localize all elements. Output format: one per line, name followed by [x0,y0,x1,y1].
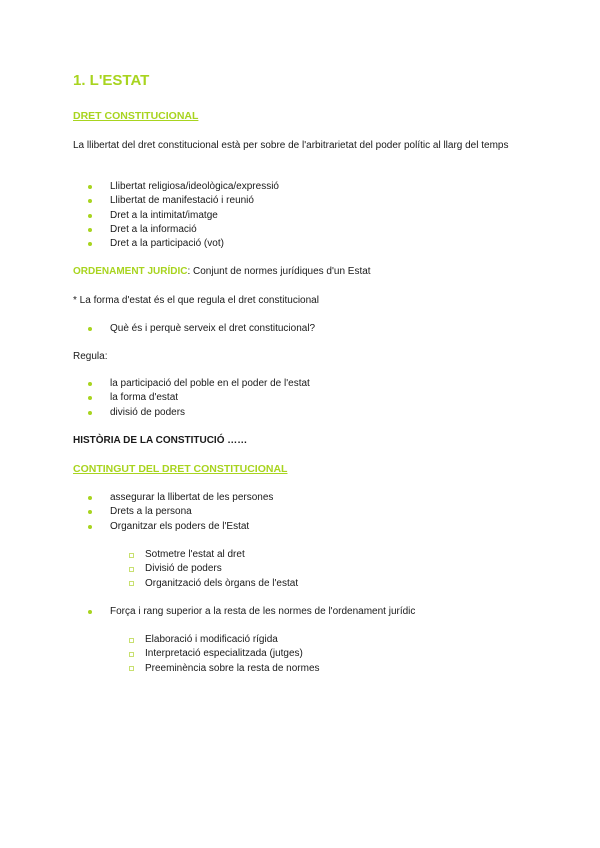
list-item: la participació del poble en el poder de l'estat [73,377,310,391]
regula-label: Regula: [73,351,108,362]
sub-list-item: Sotmetre l'estat al dret [73,548,298,562]
ordenament-paragraph [73,265,543,280]
list-item: Dret a la intimitat/imatge [73,209,279,223]
contingut-sublist-1 [73,548,298,591]
section-heading-contingut: CONTINGUT DEL DRET CONSTITUCIONAL [73,463,288,475]
list-item: Llibertat religiosa/ideològica/expressió [73,180,279,194]
section-heading-dret-constitucional: DRET CONSTITUCIONAL [73,110,199,122]
sub-list-item: Preeminència sobre la resta de normes [73,662,320,676]
list-item: Dret a la participació (vot) [73,237,279,251]
contingut-sublist-2 [73,633,320,676]
ordenament-label: ORDENAMENT JURÍDIC [73,266,188,277]
list-item: la forma d'estat [73,391,310,405]
list-item: assegurar la llibertat de les persones [73,491,273,505]
contingut-list [73,491,273,534]
note-paragraph: * La forma d'estat és el que regula el dret constitucional [73,295,319,306]
ordenament-text: : Conjunt de normes jurídiques d'un Estat [187,266,371,277]
list-item: Dret a la informació [73,223,279,237]
intro-paragraph: La llibertat del dret constitucional està per sobre de l'arbitrarietat del poder polític al llarg del temps [73,140,509,151]
contingut-list-2 [73,605,415,619]
list-item: Organitzar els poders de l'Estat [73,520,273,534]
regula-list [73,377,310,420]
sub-list-item: Organització dels òrgans de l'estat [73,577,298,591]
list-item: Força i rang superior a la resta de les normes de l'ordenament jurídic [73,605,415,619]
sub-list-item: Interpretació especialitzada (jutges) [73,647,320,661]
historia-heading: HISTÒRIA DE LA CONSTITUCIÓ …… [73,435,248,446]
rights-list [73,180,279,251]
question-list [73,322,315,336]
list-item: divisió de poders [73,406,310,420]
sub-list-item: Elaboració i modificació rígida [73,633,320,647]
list-item: Què és i perquè serveix el dret constitucional? [73,322,315,336]
list-item: Drets a la persona [73,505,273,519]
list-item: Llibertat de manifestació i reunió [73,194,279,208]
page-title: 1. L'ESTAT [73,72,150,89]
sub-list-item: Divisió de poders [73,562,298,576]
